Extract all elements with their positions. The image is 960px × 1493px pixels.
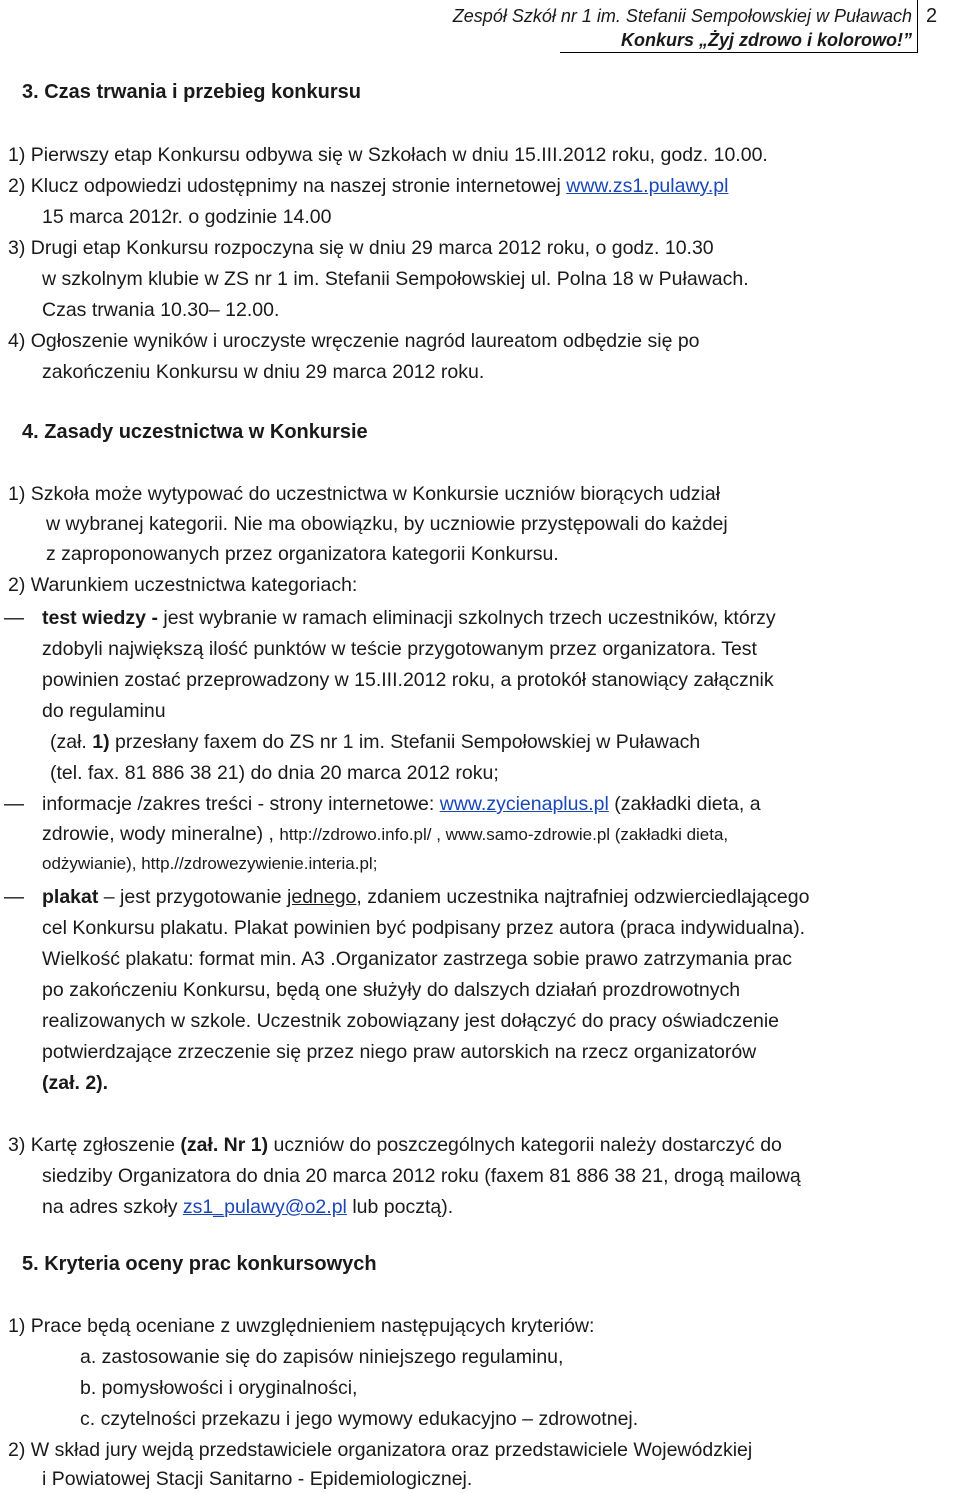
info-text: informacje /zakres treści - strony internetowe: <box>42 793 435 815</box>
s3-item-2 <box>8 172 728 200</box>
section-4-heading: 4. Zasady uczestnictwa w Konkursie <box>22 421 368 443</box>
attachment-ref: (zał. <box>50 731 87 753</box>
poster-line-3: Wielkość plakatu: format min. A3 .Organizator zastrzega sobie prawo zatrzymania prac <box>42 948 792 970</box>
attachment-number: 1) <box>92 731 110 753</box>
s5-criterion-c: c. czytelności przekazu i jego wymowy edukacyjno – zdrowotnej. <box>80 1408 639 1430</box>
test-label: test wiedzy - <box>42 607 158 629</box>
poster-underlined: jednego <box>286 886 357 908</box>
s3-item-2-cont: 15 marca 2012r. o godzinie 14.00 <box>42 206 332 228</box>
s4-item-3-e: na adres szkoły <box>42 1196 178 1218</box>
info-line-3: odżywianie), http.//zdrowezywienie.interia.pl; <box>42 854 378 873</box>
s5-criterion-a: a. zastosowanie się do zapisów niniejszego regulaminu, <box>80 1346 564 1368</box>
fax-text: przesłany faxem do ZS nr 1 im. Stefanii Sempołowskiej w Puławach <box>115 731 701 753</box>
poster-line-7: (zał. 2). <box>42 1072 109 1094</box>
info-text-2b: http://zdrowo.info.pl/ , www.samo-zdrowie.pl (zakładki dieta, <box>279 825 729 844</box>
s4-item-2: 2) Warunkiem uczestnictwa kategoriach: <box>8 574 358 596</box>
test-line-2: zdobyli największą ilość punktów w teście przygotowanym przez organizatora. Test <box>42 638 757 660</box>
s5-item-2: 2) W skład jury wejdą przedstawiciele organizatora oraz przedstawiciele Wojewódzkiej <box>8 1439 753 1461</box>
info-tabs: (zakładki dieta, a <box>614 793 761 815</box>
s4-item-3-cont2 <box>42 1193 453 1221</box>
test-line-3: powinien zostać przeprowadzony w 15.III.2012 roku, a protokół stanowiący załącznik <box>42 669 774 691</box>
s3-item-4: 4) Ogłoszenie wyników i uroczyste wręczenie nagród laureatom odbędzie się po <box>8 330 700 352</box>
test-line-6: (tel. fax. 81 886 38 21) do dnia 20 marca 2012 roku; <box>50 762 499 784</box>
poster-line-5: realizowanych w szkole. Uczestnik zobowiązany jest dołączyć do pracy oświadczenie <box>42 1010 780 1032</box>
zycienaplus-link[interactable]: www.zycienaplus.pl <box>439 793 609 815</box>
email-link[interactable]: zs1_pulawy@o2.pl <box>182 1196 347 1218</box>
s4-item-3-a: 3) Kartę zgłoszenie <box>8 1134 175 1156</box>
poster-label: plakat <box>42 886 99 908</box>
poster-line-6: potwierdzające zrzeczenie się przez niego praw autorskich na rzecz organizatorów <box>42 1041 757 1063</box>
s4-item-3-f: lub pocztą). <box>352 1196 454 1218</box>
header-subtitle: Konkurs „Żyj zdrowo i kolorowo!” <box>620 30 912 50</box>
s5-criterion-b: b. pomysłowości i oryginalności, <box>80 1377 358 1399</box>
test-text: jest wybranie w ramach eliminacji szkolnych trzech uczestników, którzy <box>163 607 776 629</box>
s4-item-3 <box>8 1131 782 1159</box>
s3-item-3-cont: w szkolnym klubie w ZS nr 1 im. Stefanii Sempołowskiej ul. Polna 18 w Puławach. <box>42 268 749 290</box>
poster-line-1 <box>42 883 809 911</box>
test-line-4: do regulaminu <box>42 700 166 722</box>
header-vertical-rule <box>917 0 918 52</box>
page-header <box>0 0 960 60</box>
website-link[interactable]: www.zs1.pulawy.pl <box>566 175 729 197</box>
bullet-dash-icon: — <box>4 886 24 908</box>
s4-item-1-cont: w wybranej kategorii. Nie ma obowiązku, by uczniowie przystępowali do każdej <box>46 513 728 535</box>
s5-item-2-cont: i Powiatowej Stacji Sanitarno - Epidemiologicznej. <box>42 1468 473 1490</box>
poster-text-a: – jest przygotowanie <box>103 886 282 908</box>
s3-item-2-text: 2) Klucz odpowiedzi udostępnimy na naszej stronie internetowej <box>8 175 561 197</box>
s4-item-1-cont2: z zaproponowanych przez organizatora kategorii Konkursu. <box>46 543 559 565</box>
info-line-1 <box>42 790 761 818</box>
section-5-heading: 5. Kryteria oceny prac konkursowych <box>22 1253 377 1275</box>
s4-item-3-c: uczniów do poszczególnych kategorii należy dostarczyć do <box>273 1134 782 1156</box>
s4-item-3-att: (zał. Nr 1) <box>180 1134 269 1156</box>
bullet-dash-icon: — <box>4 793 24 815</box>
test-line-1 <box>42 604 776 632</box>
bullet-dash-icon: — <box>4 607 24 629</box>
s4-item-3-cont: siedziby Organizatora do dnia 20 marca 2012 roku (faxem 81 886 38 21, drogą mailową <box>42 1165 801 1187</box>
page-number: 2 <box>926 5 938 27</box>
section-3-heading: 3. Czas trwania i przebieg konkursu <box>22 81 361 103</box>
poster-text-b: , zdaniem uczestnika najtrafniej odzwierciedlającego <box>356 886 810 908</box>
header-underline <box>560 52 918 53</box>
header-title: Zespół Szkół nr 1 im. Stefanii Sempołowskiej w Puławach <box>452 6 912 26</box>
test-line-5 <box>50 728 700 756</box>
info-line-2 <box>42 820 728 849</box>
s3-item-3-time: Czas trwania 10.30– 12.00. <box>42 299 280 321</box>
header-text <box>453 4 912 52</box>
s3-item-3: 3) Drugi etap Konkursu rozpoczyna się w dniu 29 marca 2012 roku, o godz. 10.30 <box>8 237 714 259</box>
info-text-2a: zdrowie, wody mineralne) , <box>42 823 274 845</box>
poster-line-4: po zakończeniu Konkursu, będą one służyły do dalszych działań prozdrowotnych <box>42 979 741 1001</box>
s3-item-1: 1) Pierwszy etap Konkursu odbywa się w Szkołach w dniu 15.III.2012 roku, godz. 10.00. <box>8 144 768 166</box>
poster-line-2: cel Konkursu plakatu. Plakat powinien być podpisany przez autora (praca indywidualna). <box>42 917 806 939</box>
s3-item-4-cont: zakończeniu Konkursu w dniu 29 marca 2012 roku. <box>42 361 485 383</box>
s5-item-1: 1) Prace będą oceniane z uwzględnieniem następujących kryteriów: <box>8 1315 595 1337</box>
s4-item-1: 1) Szkoła może wytypować do uczestnictwa w Konkursie uczniów biorących udział <box>8 483 721 505</box>
